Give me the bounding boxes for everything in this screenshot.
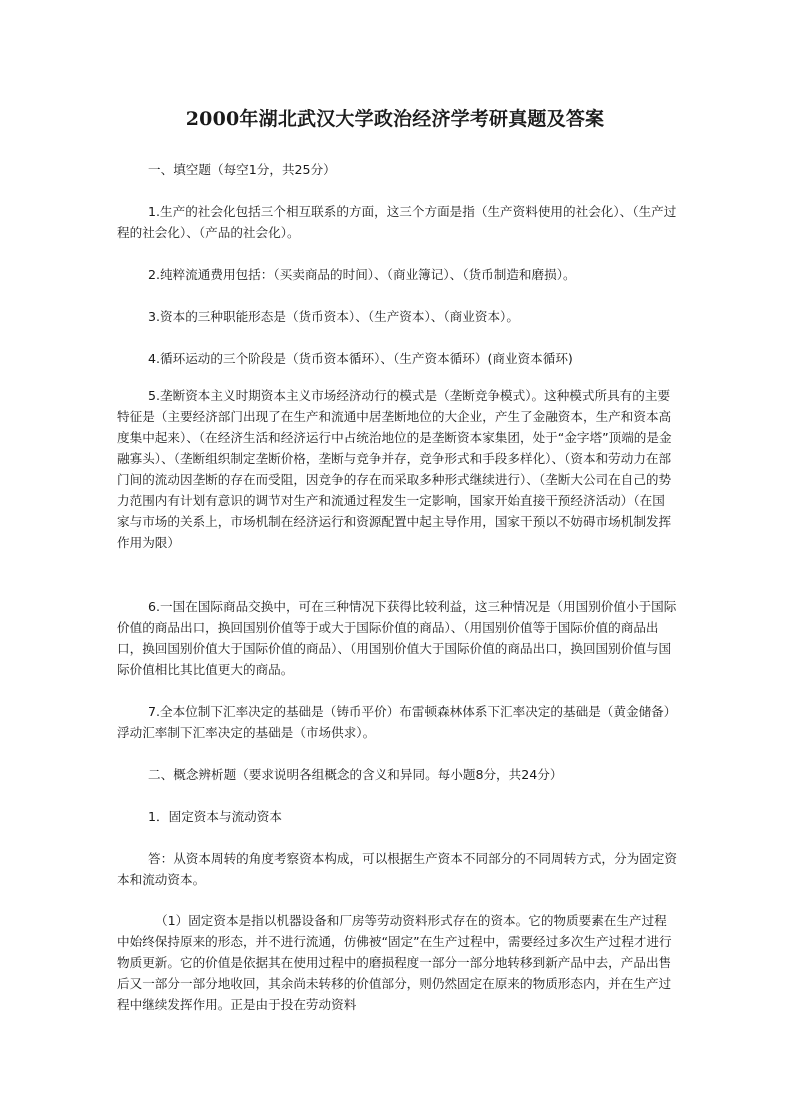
concept-question-1-answer: 答：从资本周转的角度考察资本构成，可以根据生产资本不同部分的不同周转方式，分为固定资本和流动资本。 [117, 851, 677, 887]
section-heading-concepts: 二、概念辨析题（要求说明各组概念的含义和异同。每小题8分，共24分） [148, 767, 563, 782]
question-1: 1.生产的社会化包括三个相互联系的方面，这三个方面是指（生产资料使用的社会化）、（生产过程的社会化）、（产品的社会化）。 [117, 204, 677, 240]
question-7: 7.全本位制下汇率决定的基础是（铸币平价）布雷顿森林体系下汇率决定的基础是（黄金储备）浮动汇率制下汇率决定的基础是（市场供求）。 [117, 704, 677, 740]
question-2: 2.纯粹流通费用包括：（买卖商品的时间）、（商业簿记）、（货币制造和磨损）。 [148, 267, 576, 282]
concept-question-1-point-1: （1）固定资本是指以机器设备和厂房等劳动资料形式存在的资本。它的物质要素在生产过程中始终保持原来的形态，并不进行流通，仿佛被“固定”在生产过程中，需要经过多次生产过程才进行物质更新。它的价值是依据其在使用过程中的磨损程度一部分一部分地转移到新产品中去，产品出售后又一部分一部分地收回，其余尚未转移的价值部分，则仍然固定在原来的物质形态内，并在生产过程中继续发挥作用。正是由于投在劳动资料 [117, 913, 672, 1012]
question-4: 4.循环运动的三个阶段是（货币资本循环）、（生产资本循环）(商业资本循环) [148, 351, 573, 366]
concept-question-1-heading: 1．固定资本与流动资本 [148, 809, 282, 824]
document-title: 2000年湖北武汉大学政治经济学考研真题及答案 [185, 108, 605, 130]
section-heading-fill-in: 一、填空题（每空1分，共25分） [148, 162, 336, 177]
question-3: 3.资本的三种职能形态是（货币资本）、（生产资本）、（商业资本）。 [148, 309, 519, 324]
question-6: 6.一国在国际商品交换中，可在三种情况下获得比较利益，这三种情况是（用国别价值小于国际价值的商品出口，换回国别价值等于或大于国际价值的商品）、（用国别价值等于国际价值的商品出口，换回国别价值大于国际价值的商品）、（用国别价值大于国际价值的商品出口，换回国别价值与国际价值相比其比值更大的商品。 [117, 599, 677, 677]
question-5: 5.垄断资本主义时期资本主义市场经济动行的模式是（垄断竞争模式）。这种模式所具有的主要特征是（主要经济部门出现了在生产和流通中居垄断地位的大企业，产生了金融资本，生产和资本高度集中起来）、（在经济生活和经济运行中占统治地位的是垄断资本家集团，处于“金字塔”顶端的是金融寡头）、（垄断组织制定垄断价格，垄断与竞争并存，竞争形式和手段多样化）、（资本和劳动力在部门间的流动因垄断的存在而受阻，因竞争的存在而采取多种形式继续进行）、（垄断大公司在自己的势力范围内有计划有意识的调节对生产和流通过程发生一定影响，国家开始直接干预经济活动）（在国家与市场的关系上，市场机制在经济运行和资源配置中起主导作用，国家干预以不妨碍市场机制发挥作用为限） [117, 388, 672, 550]
